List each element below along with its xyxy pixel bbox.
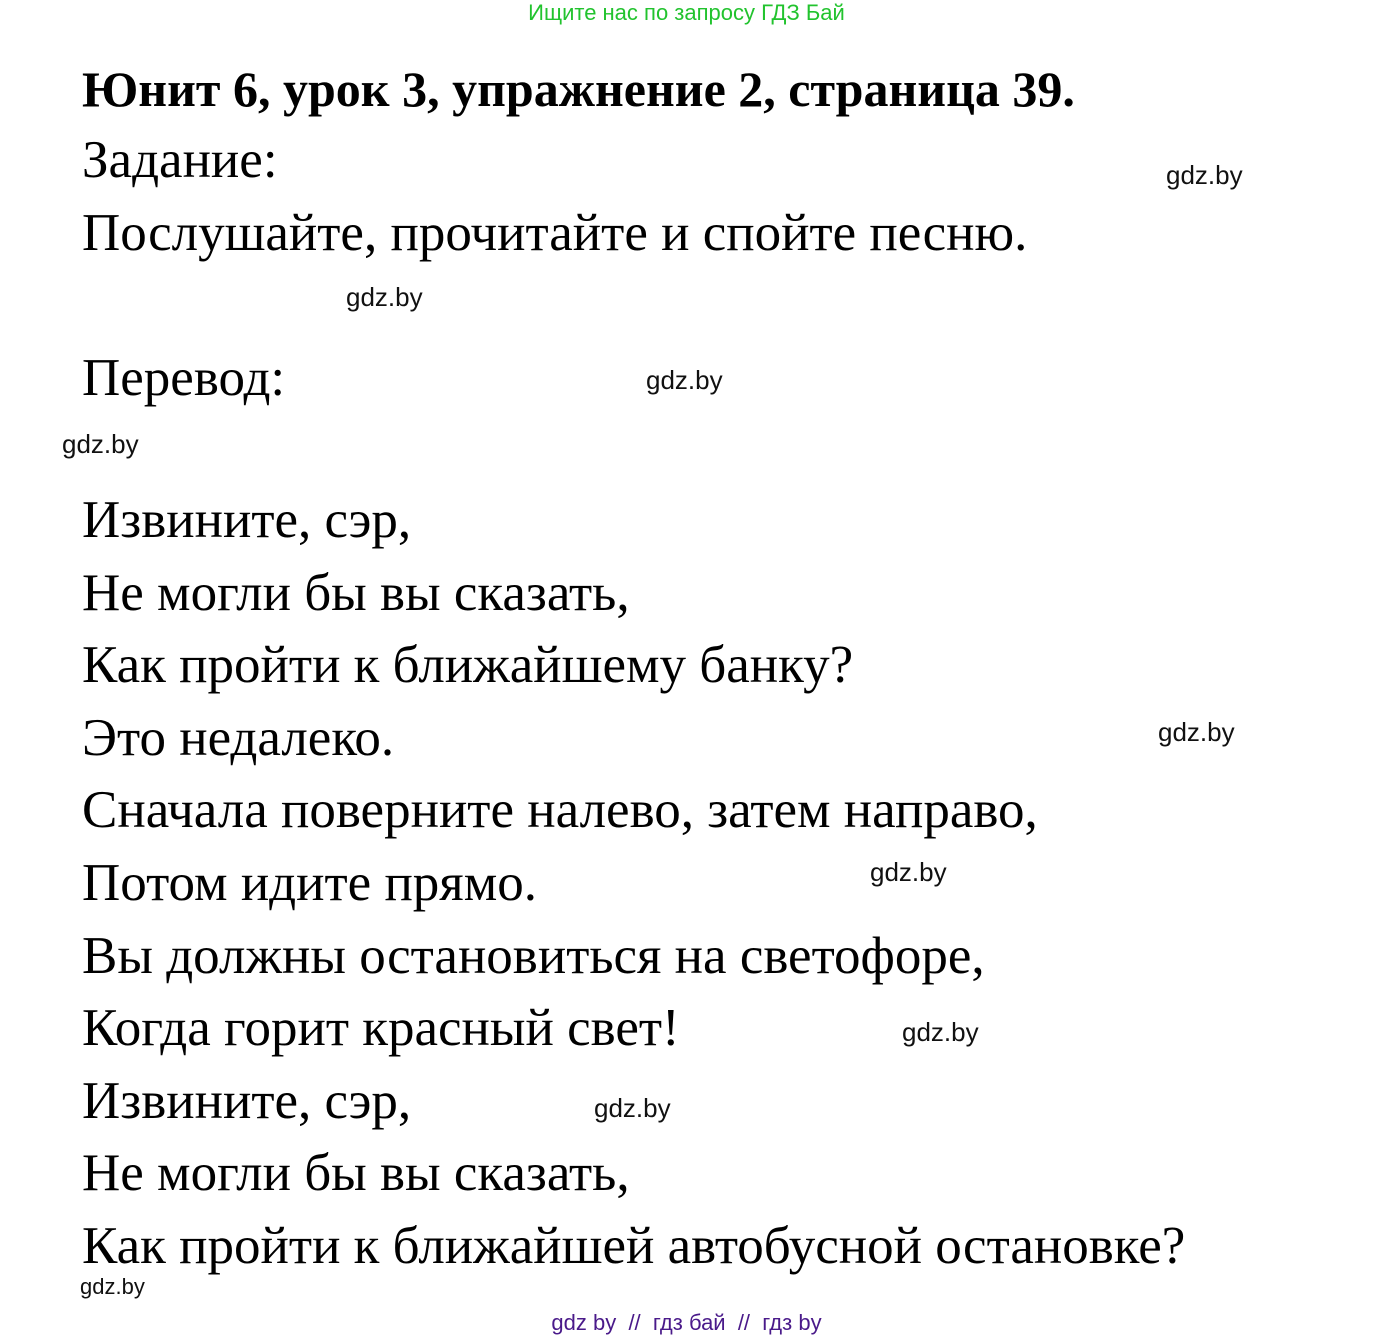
page-title: Юнит 6, урок 3, упражнение 2, страница 39.	[82, 61, 1075, 117]
translation-label: Перевод:	[82, 349, 286, 407]
song-line: Когда горит красный свет!	[82, 999, 680, 1058]
watermark: gdz.by	[1158, 717, 1235, 747]
song-line: Это недалеко.	[82, 708, 395, 767]
watermark: gdz.by	[646, 365, 723, 395]
song-line: Извините, сэр,	[82, 1071, 412, 1130]
song-line: Извините, сэр,	[82, 491, 412, 549]
watermark: gdz.by	[62, 429, 139, 459]
task-label: Задание:	[82, 131, 278, 189]
header-banner[interactable]: Ищите нас по запросу ГДЗ Бай	[528, 0, 845, 25]
song-line: Сначала поверните налево, затем направо,	[82, 781, 1038, 840]
watermark: gdz.by	[594, 1093, 671, 1123]
song-line: Не могли бы вы сказать,	[82, 1144, 630, 1203]
song-line: Вы должны остановиться на светофоре,	[82, 926, 985, 985]
watermark: gdz.by	[1166, 160, 1243, 190]
task-text: Послушайте, прочитайте и спойте песню.	[82, 204, 1028, 262]
watermark: gdz.by	[902, 1017, 979, 1047]
watermark: gdz.by	[870, 857, 947, 887]
song-line: Как пройти к ближайшему банку?	[82, 636, 854, 695]
watermark: gdz.by	[346, 282, 423, 312]
song-line: Не могли бы вы сказать,	[82, 563, 630, 622]
song-line: Как пройти к ближайшей автобусной остановке?	[82, 1217, 1186, 1275]
footer-links[interactable]: gdz by // гдз бай // гдз by	[551, 1310, 822, 1335]
watermark: gdz.by	[80, 1274, 145, 1299]
song-line: Потом идите прямо.	[82, 854, 537, 912]
